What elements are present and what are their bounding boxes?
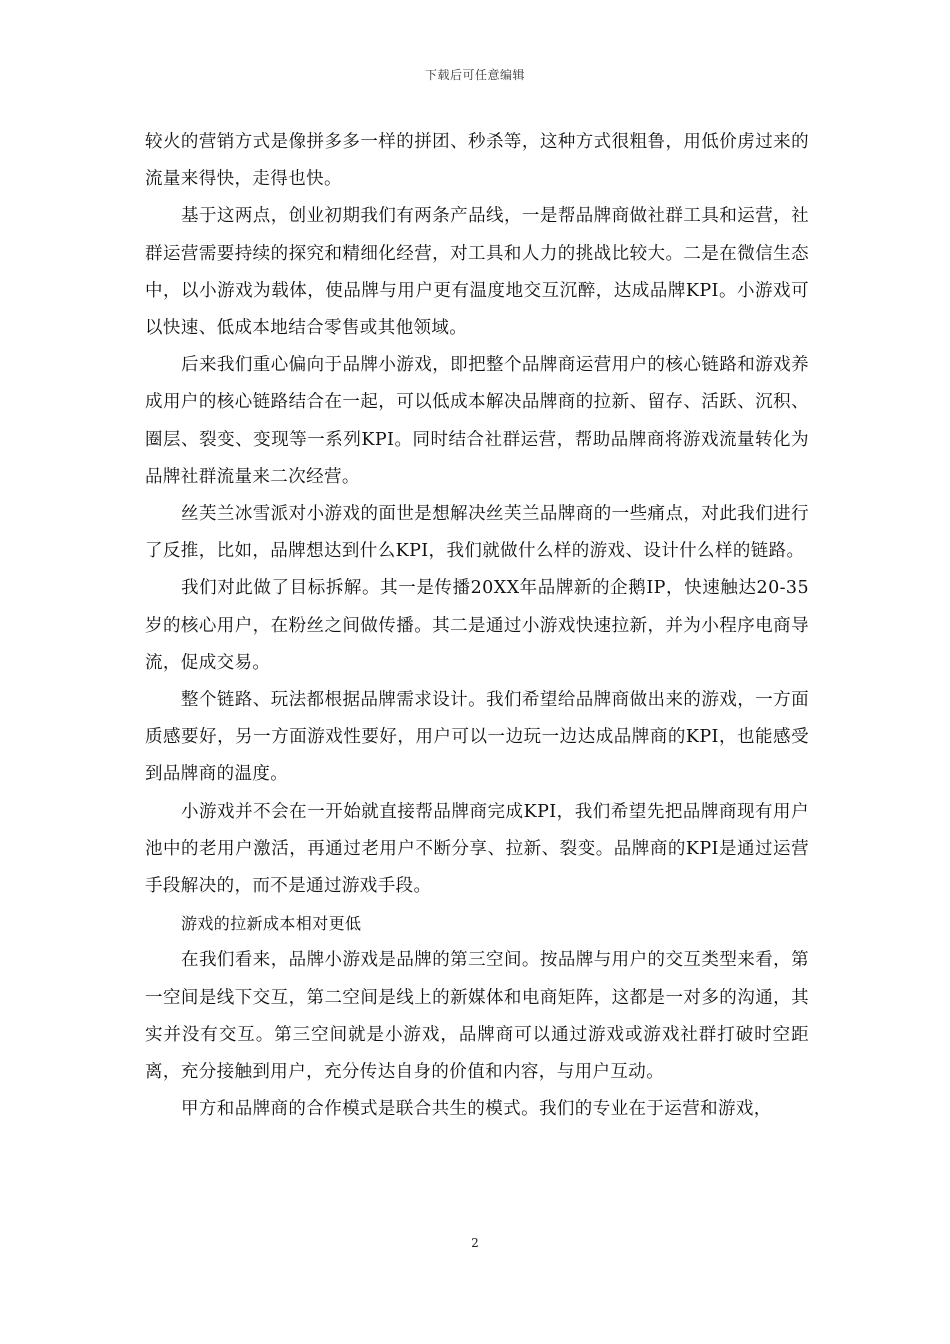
header-note: 下载后可任意编辑: [424, 68, 525, 82]
paragraph: 基于这两点，创业初期我们有两条产品线，一是帮品牌商做社群工具和运营，社群运营需要持续的探究和精细化经营，对工具和人力的挑战比较大。二是在微信生态中，以小游戏为载体，使品牌与用户更有温度地交互沉醉，达成品牌KPI。小游戏可以快速、低成本地结合零售或其他领域。: [145, 206, 809, 339]
paragraph: 我们对此做了目标拆解。其一是传播20XX年品牌新的企鹅IP，快速触达20-35岁的核心用户，在粉丝之间做传播。其二是通过小游戏快速拉新，并为小程序电商导流，促成交易。: [145, 578, 809, 673]
paragraph: 后来我们重心偏向于品牌小游戏，即把整个品牌商运营用户的核心链路和游戏养成用户的核心链路结合在一起，可以低成本解决品牌商的拉新、留存、活跃、沉积、圈层、裂变、变现等一系列KPI。同时结合社群运营，帮助品牌商将游戏流量转化为品牌社群流量来二次经营。: [145, 355, 809, 487]
paragraph: 小游戏并不会在一开始就直接帮品牌商完成KPI，我们希望先把品牌商现有用户池中的老用户激活，再通过老用户不断分享、拉新、裂变。品牌商的KPI是通过运营手段解决的，而不是通过游戏手段。: [145, 801, 809, 897]
section-heading: 游戏的拉新成本相对更低: [181, 914, 362, 934]
paragraph: 甲方和品牌商的合作模式是联合共生的模式。我们的专业在于运营和游戏，: [181, 1099, 772, 1120]
page-number: 2: [471, 1236, 479, 1250]
paragraph: 在我们看来，品牌小游戏是品牌的第三空间。按品牌与用户的交互类型来看，第一空间是线下交互，第二空间是线上的新媒体和电商矩阵，这都是一对多的沟通，其实并没有交互。第三空间就是小游戏，品牌商可以通过游戏或游戏社群打破时空距离，充分接触到用户，充分传达自身的价值和内容，与用户互动。: [145, 950, 809, 1083]
paragraph: 较火的营销方式是像拼多多一样的拼团、秒杀等，这种方式很粗鲁，用低价虏过来的流量来得快，走得也快。: [145, 132, 809, 190]
paragraph: 整个链路、玩法都根据品牌需求设计。我们希望给品牌商做出来的游戏，一方面质感要好，另一方面游戏性要好，用户可以一边玩一边达成品牌商的KPI，也能感受到品牌商的温度。: [145, 690, 809, 785]
body-text: [145, 124, 809, 1128]
paragraph: 丝芙兰冰雪派对小游戏的面世是想解决丝芙兰品牌商的一些痛点，对此我们进行了反推，比如，品牌想达到什么KPI，我们就做什么样的游戏、设计什么样的链路。: [145, 504, 809, 562]
